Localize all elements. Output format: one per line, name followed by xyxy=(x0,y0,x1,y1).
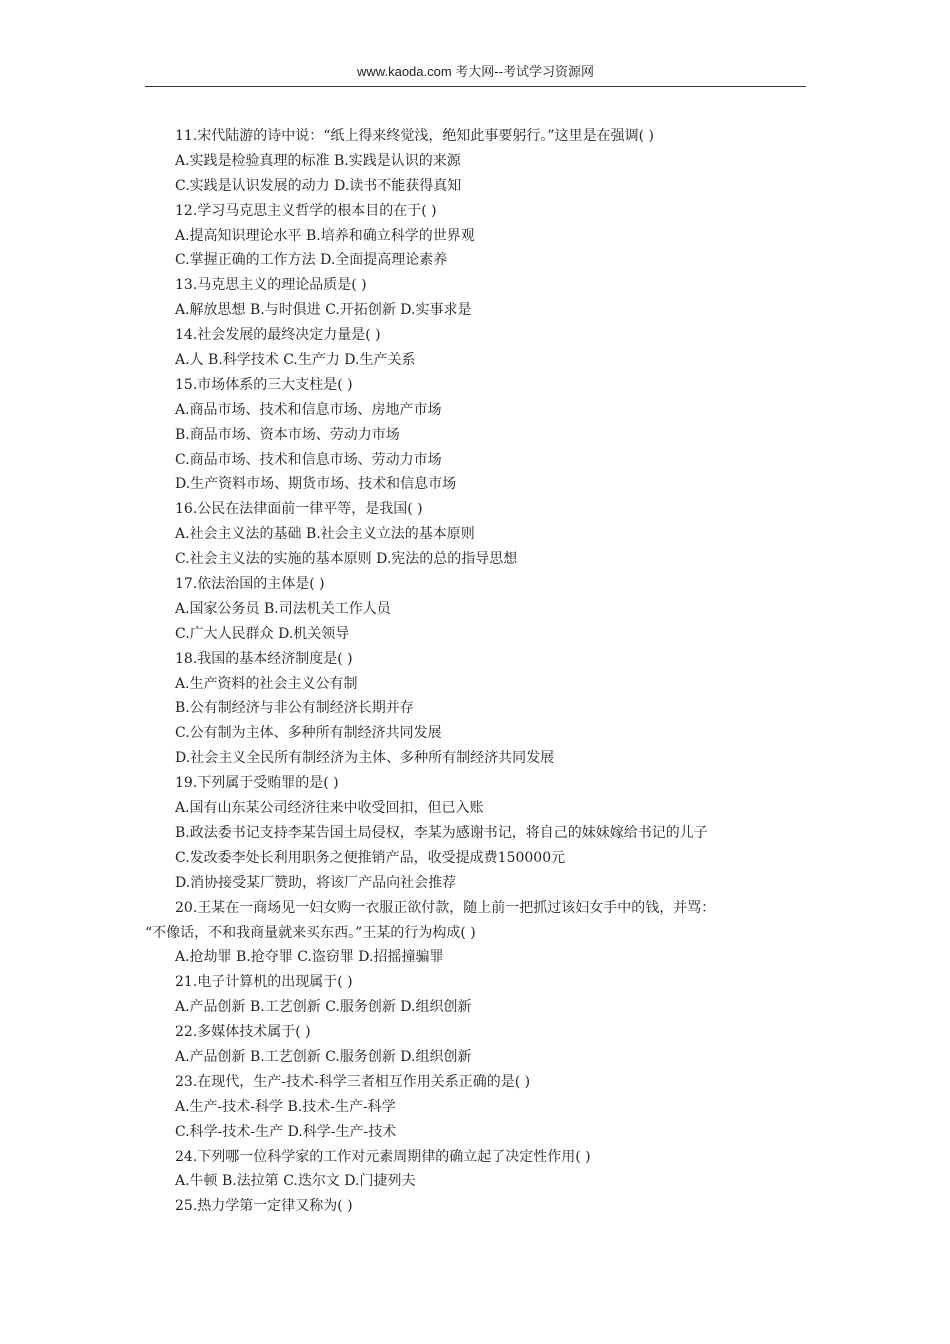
question-24: 24.下列哪一位科学家的工作对元素周期律的确立起了决定性作用( ) xyxy=(175,1148,591,1165)
question-14-options: A.人 B.科学技术 C.生产力 D.生产关系 xyxy=(175,352,416,369)
question-18-option-c: C.公有制为主体、多种所有制经济共同发展 xyxy=(175,725,442,742)
question-17-options-cd: C.广大人民群众 D.机关领导 xyxy=(175,625,350,642)
question-16-options-ab: A.社会主义法的基础 B.社会主义立法的基本原则 xyxy=(175,526,475,543)
question-23: 23.在现代，生产-技术-科学三者相互作用关系正确的是( ) xyxy=(175,1073,531,1090)
question-15-option-a: A.商品市场、技术和信息市场、房地产市场 xyxy=(175,401,442,418)
question-12-options-ab: A.提高知识理论水平 B.培养和确立科学的世界观 xyxy=(175,227,475,244)
question-22-options: A.产品创新 B.工艺创新 C.服务创新 D.组织创新 xyxy=(175,1048,472,1065)
question-17-options-ab: A.国家公务员 B.司法机关工作人员 xyxy=(175,600,391,617)
question-21-options: A.产品创新 B.工艺创新 C.服务创新 D.组织创新 xyxy=(175,999,472,1016)
question-11: 11.宋代陆游的诗中说：“纸上得来终觉浅，绝知此事要躬行。”这里是在强调( ) xyxy=(175,128,654,144)
question-21: 21.电子计算机的出现属于( ) xyxy=(175,974,353,991)
question-15-option-d: D.生产资料市场、期货市场、技术和信息市场 xyxy=(175,476,457,493)
question-19-option-c: C.发改委李处长利用职务之便推销产品，收受提成费150000元 xyxy=(175,849,566,866)
question-11-options-ab: A.实践是检验真理的标准 B.实践是认识的来源 xyxy=(175,152,461,169)
question-18-option-a: A.生产资料的社会主义公有制 xyxy=(175,675,358,692)
question-24-options: A.牛顿 B.法拉第 C.迭尔文 D.门捷列夫 xyxy=(175,1173,416,1190)
document-body xyxy=(145,124,825,1219)
question-19: 19.下列属于受贿罪的是( ) xyxy=(175,775,339,792)
question-20-options: A.抢劫罪 B.抢夺罪 C.盗窃罪 D.招摇撞骗罪 xyxy=(175,949,444,966)
question-16-options-cd: C.社会主义法的实施的基本原则 D.宪法的总的指导思想 xyxy=(175,551,518,568)
question-19-option-d: D.消协接受某厂赞助，将该厂产品向社会推荐 xyxy=(175,874,457,891)
question-18: 18.我国的基本经济制度是( ) xyxy=(175,650,353,667)
page-header xyxy=(145,60,806,87)
question-16: 16.公民在法律面前一律平等，是我国( ) xyxy=(175,501,423,518)
question-18-option-d: D.社会主义全民所有制经济为主体、多种所有制经济共同发展 xyxy=(175,750,555,767)
question-17: 17.依法治国的主体是( ) xyxy=(175,576,325,593)
question-18-option-b: B.公有制经济与非公有制经济长期并存 xyxy=(175,700,414,717)
question-12-options-cd: C.掌握正确的工作方法 D.全面提高理论素养 xyxy=(175,252,448,269)
question-13: 13.马克思主义的理论品质是( ) xyxy=(175,277,367,294)
header-text: www.kaoda.com 考大网--考试学习资源网 xyxy=(357,64,594,79)
question-13-options: A.解放思想 B.与时俱进 C.开拓创新 D.实事求是 xyxy=(175,302,472,319)
question-25: 25.热力学第一定律又称为( ) xyxy=(175,1198,353,1215)
question-19-option-b: B.政法委书记支持李某告国土局侵权，李某为感谢书记，将自己的妹妹嫁给书记的儿子 xyxy=(175,824,708,841)
question-23-options-cd: C.科学-技术-生产 D.科学-生产-技术 xyxy=(175,1123,397,1140)
question-15-option-c: C.商品市场、技术和信息市场、劳动力市场 xyxy=(175,451,442,468)
question-19-option-a: A.国有山东某公司经济往来中收受回扣，但已入账 xyxy=(175,800,484,817)
question-14: 14.社会发展的最终决定力量是( ) xyxy=(175,327,381,344)
question-15-option-b: B.商品市场、资本市场、劳动力市场 xyxy=(175,426,400,443)
question-23-options-ab: A.生产-技术-科学 B.技术-生产-科学 xyxy=(175,1098,396,1115)
question-12: 12.学习马克思主义哲学的根本目的在于( ) xyxy=(175,202,437,219)
question-22: 22.多媒体技术属于( ) xyxy=(175,1024,311,1041)
question-20: 20.王某在一商场见一妇女购一衣服正欲付款，随上前一把抓过该妇女手中的钱，并骂： xyxy=(175,899,716,916)
question-20-continued: “不像话，不和我商量就来买东西。”王某的行为构成( ) xyxy=(145,924,476,941)
question-15: 15.市场体系的三大支柱是( ) xyxy=(175,376,353,393)
question-11-options-cd: C.实践是认识发展的动力 D.读书不能获得真知 xyxy=(175,177,462,194)
